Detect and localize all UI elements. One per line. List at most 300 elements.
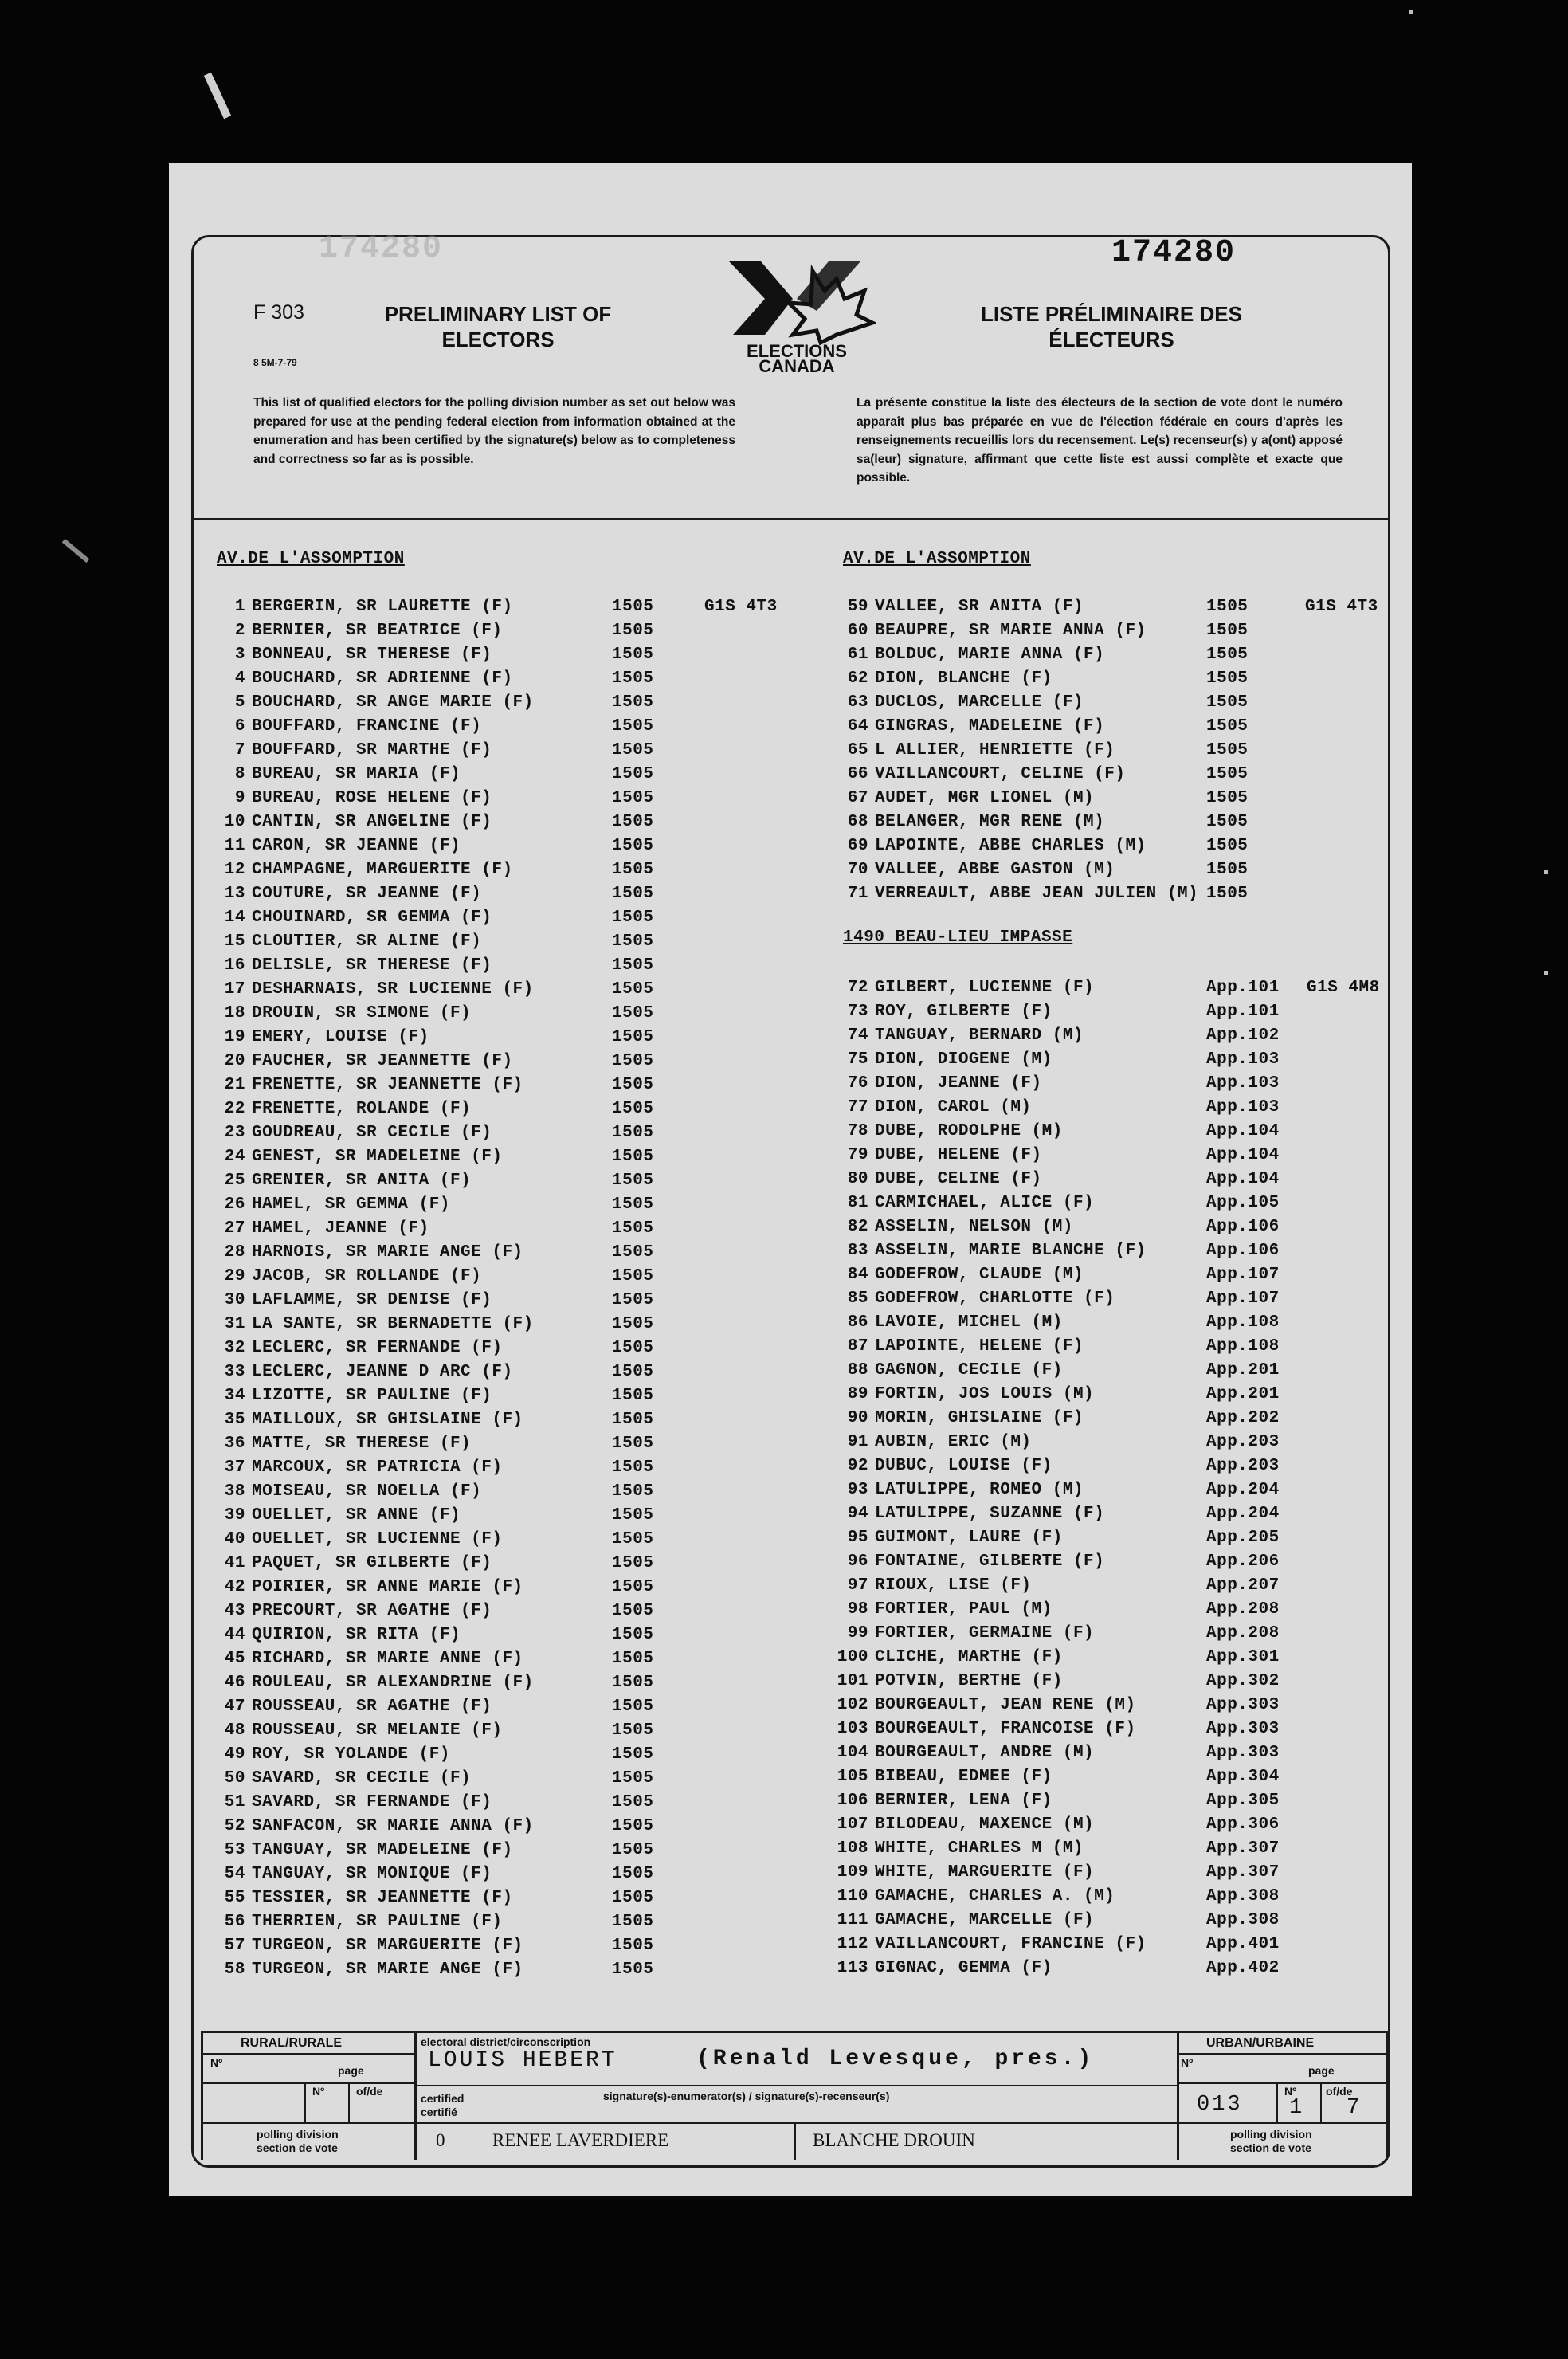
elector-address: 1505 bbox=[612, 1172, 654, 1190]
elector-address: 1505 bbox=[612, 1745, 654, 1764]
elector-name: AUBIN, ERIC (M) bbox=[875, 1433, 1032, 1451]
elector-name: BOUCHARD, SR ADRIENNE (F) bbox=[252, 669, 513, 688]
elector-name: OUELLET, SR ANNE (F) bbox=[252, 1506, 461, 1525]
elector-number: 113 bbox=[837, 1959, 868, 1977]
elector-name: FORTIER, GERMAINE (F) bbox=[875, 1624, 1095, 1643]
elector-number: 2 bbox=[234, 622, 245, 640]
elector-address: 1505 bbox=[612, 1267, 654, 1285]
footer-right-rule bbox=[1386, 2031, 1388, 2160]
elector-address: App.302 bbox=[1206, 1672, 1280, 1690]
footer-divider bbox=[1177, 2031, 1179, 2160]
elector-number: 98 bbox=[847, 1600, 868, 1619]
elector-number: 10 bbox=[224, 813, 245, 831]
elector-name: MOISEAU, SR NOELLA (F) bbox=[252, 1482, 482, 1501]
footer-rule bbox=[414, 2085, 1177, 2086]
elector-name: GUIMONT, LAURE (F) bbox=[875, 1529, 1063, 1547]
elector-name: FRENETTE, ROLANDE (F) bbox=[252, 1100, 472, 1118]
elector-number: 40 bbox=[224, 1530, 245, 1548]
elector-number: 71 bbox=[847, 885, 868, 903]
signature-enumerator-2: BLANCHE DROUIN bbox=[813, 2130, 975, 2150]
elector-name: DUBUC, LOUISE (F) bbox=[875, 1457, 1053, 1475]
urban-page-no-label: Nº bbox=[1284, 2085, 1297, 2098]
elector-number: 19 bbox=[224, 1028, 245, 1046]
elector-name: LAPOINTE, HELENE (F) bbox=[875, 1337, 1084, 1356]
elector-address: App.305 bbox=[1206, 1792, 1280, 1810]
elector-address: 1505 bbox=[612, 1148, 654, 1166]
elector-address: App.307 bbox=[1206, 1863, 1280, 1882]
elector-number: 47 bbox=[224, 1698, 245, 1716]
elector-name: CLICHE, MARTHE (F) bbox=[875, 1648, 1063, 1666]
elector-number: 51 bbox=[224, 1793, 245, 1811]
district-label: electoral district/circonscription bbox=[421, 2035, 591, 2048]
elector-number: 102 bbox=[837, 1696, 868, 1714]
elector-number: 101 bbox=[837, 1672, 868, 1690]
title-english: PRELIMINARY LIST OF ELECTORS bbox=[384, 302, 612, 351]
stamp-bleed: 174280 bbox=[319, 231, 444, 267]
elector-name: BEAUPRE, SR MARIE ANNA (F) bbox=[875, 622, 1147, 640]
elector-number: 38 bbox=[224, 1482, 245, 1501]
elector-name: FONTAINE, GILBERTE (F) bbox=[875, 1552, 1105, 1571]
elector-name: DUBE, CELINE (F) bbox=[875, 1170, 1042, 1188]
elector-address: App.108 bbox=[1206, 1337, 1280, 1356]
elector-number: 75 bbox=[847, 1050, 868, 1069]
elector-name: RICHARD, SR MARIE ANNE (F) bbox=[252, 1650, 523, 1668]
elector-address: 1505 bbox=[612, 1889, 654, 1907]
elector-address: App.304 bbox=[1206, 1768, 1280, 1786]
elector-name: POIRIER, SR ANNE MARIE (F) bbox=[252, 1578, 523, 1596]
elector-name: DUBE, RODOLPHE (M) bbox=[875, 1122, 1063, 1140]
elector-address: App.203 bbox=[1206, 1457, 1280, 1475]
elector-name: GIGNAC, GEMMA (F) bbox=[875, 1959, 1053, 1977]
elector-number: 59 bbox=[847, 598, 868, 616]
elector-number: 68 bbox=[847, 813, 868, 831]
footer-rule bbox=[1177, 2053, 1388, 2055]
elector-name: MARCOUX, SR PATRICIA (F) bbox=[252, 1458, 503, 1477]
elector-number: 80 bbox=[847, 1170, 868, 1188]
elector-address: App.105 bbox=[1206, 1194, 1280, 1212]
elector-name: GENEST, SR MADELEINE (F) bbox=[252, 1148, 503, 1166]
elector-address: App.104 bbox=[1206, 1170, 1280, 1188]
elector-number: 62 bbox=[847, 669, 868, 688]
intro-french: La présente constitue la liste des électeurs de la section de vote dont le numéro apparaît plus bas préparée en vue de l'élection fédérale en cours d'après les renseignements recueillis lors du recensement. Le(s) recenseur(s) y a(ont) apposé sa(leur) signature, affirmant que cette liste est aussi complète et exacte que possible. bbox=[857, 396, 1343, 485]
elector-number: 41 bbox=[224, 1554, 245, 1572]
elector-number: 103 bbox=[837, 1720, 868, 1738]
elector-address: App.203 bbox=[1206, 1433, 1280, 1451]
elector-number: 96 bbox=[847, 1552, 868, 1571]
elector-address: 1505 bbox=[612, 669, 654, 688]
elector-number: 79 bbox=[847, 1146, 868, 1164]
elector-address: App.101 bbox=[1206, 979, 1280, 997]
elector-name: BOUFFARD, FRANCINE (F) bbox=[252, 717, 482, 736]
elector-name: BILODEAU, MAXENCE (M) bbox=[875, 1815, 1095, 1834]
elector-name: TESSIER, SR JEANNETTE (F) bbox=[252, 1889, 513, 1907]
elector-number: 34 bbox=[224, 1387, 245, 1405]
elector-number: 105 bbox=[837, 1768, 868, 1786]
elector-number: 16 bbox=[224, 956, 245, 975]
elector-address: 1505 bbox=[612, 1339, 654, 1357]
elector-address: 1505 bbox=[612, 1937, 654, 1955]
elector-address: 1505 bbox=[612, 1124, 654, 1142]
postal-code-left: G1S 4T3 bbox=[704, 598, 778, 616]
elector-number: 67 bbox=[847, 789, 868, 807]
footer-rule bbox=[794, 2122, 796, 2160]
elector-address: 1505 bbox=[612, 622, 654, 640]
elector-name: BERNIER, SR BEATRICE (F) bbox=[252, 622, 503, 640]
elector-address: App.208 bbox=[1206, 1600, 1280, 1619]
elector-number: 9 bbox=[234, 789, 245, 807]
elector-address: App.205 bbox=[1206, 1529, 1280, 1547]
postal-code-right-1: G1S 4T3 bbox=[1305, 598, 1378, 616]
elector-address: 1505 bbox=[612, 717, 654, 736]
street-heading-right-1: AV.DE L'ASSOMPTION bbox=[843, 550, 1031, 568]
elector-number: 26 bbox=[224, 1195, 245, 1214]
elector-name: GODEFROW, CHARLOTTE (F) bbox=[875, 1289, 1115, 1308]
elector-name: OUELLET, SR LUCIENNE (F) bbox=[252, 1530, 503, 1548]
elector-number: 25 bbox=[224, 1172, 245, 1190]
elector-address: App.201 bbox=[1206, 1385, 1280, 1403]
elector-number: 48 bbox=[224, 1721, 245, 1740]
footer-rule bbox=[201, 2122, 414, 2124]
elector-name: PRECOURT, SR AGATHE (F) bbox=[252, 1602, 492, 1620]
district-note: (Renald Levesque, pres.) bbox=[696, 2047, 1095, 2071]
elector-address: 1505 bbox=[612, 1195, 654, 1214]
elector-address: 1505 bbox=[612, 1435, 654, 1453]
elector-number: 112 bbox=[837, 1935, 868, 1953]
elector-address: App.106 bbox=[1206, 1242, 1280, 1260]
elector-name: RIOUX, LISE (F) bbox=[875, 1576, 1032, 1595]
elector-name: ASSELIN, NELSON (M) bbox=[875, 1218, 1073, 1236]
polling-label-en: polling division bbox=[257, 2128, 339, 2141]
form-date: 8 5M-7-79 bbox=[253, 357, 297, 368]
elector-address: 1505 bbox=[612, 1004, 654, 1022]
elector-number: 35 bbox=[224, 1411, 245, 1429]
elector-name: JACOB, SR ROLLANDE (F) bbox=[252, 1267, 482, 1285]
elector-address: 1505 bbox=[612, 956, 654, 975]
elector-address: 1505 bbox=[612, 1291, 654, 1309]
elector-address: 1505 bbox=[612, 765, 654, 783]
elector-name: LECLERC, SR FERNANDE (F) bbox=[252, 1339, 503, 1357]
elector-name: GOUDREAU, SR CECILE (F) bbox=[252, 1124, 492, 1142]
signature-label: signature(s)-enumerator(s) / signature(s)-recenseur(s) bbox=[603, 2090, 890, 2102]
elector-address: 1505 bbox=[612, 1100, 654, 1118]
street-heading-left: AV.DE L'ASSOMPTION bbox=[217, 550, 405, 568]
elector-number: 84 bbox=[847, 1266, 868, 1284]
elector-name: QUIRION, SR RITA (F) bbox=[252, 1626, 461, 1644]
elector-name: DION, BLANCHE (F) bbox=[875, 669, 1053, 688]
elector-address: 1505 bbox=[612, 1315, 654, 1333]
elector-name: LAPOINTE, ABBE CHARLES (M) bbox=[875, 837, 1147, 855]
footer-rule bbox=[348, 2082, 350, 2122]
urban-number: 013 bbox=[1197, 2093, 1243, 2117]
elector-name: FRENETTE, SR JEANNETTE (F) bbox=[252, 1076, 523, 1094]
elector-number: 72 bbox=[847, 979, 868, 997]
elector-number: 86 bbox=[847, 1313, 868, 1332]
elector-name: BELANGER, MGR RENE (M) bbox=[875, 813, 1105, 831]
elector-number: 94 bbox=[847, 1505, 868, 1523]
elector-address: App.101 bbox=[1206, 1003, 1280, 1021]
elector-number: 45 bbox=[224, 1650, 245, 1668]
elector-name: LAFLAMME, SR DENISE (F) bbox=[252, 1291, 492, 1309]
elector-name: BOUFFARD, SR MARTHE (F) bbox=[252, 741, 492, 760]
elector-address: 1505 bbox=[612, 646, 654, 664]
elector-number: 109 bbox=[837, 1863, 868, 1882]
elector-number: 15 bbox=[224, 932, 245, 951]
elector-address: App.103 bbox=[1206, 1098, 1280, 1117]
elector-name: GINGRAS, MADELEINE (F) bbox=[875, 717, 1105, 736]
district-value: LOUIS HEBERT bbox=[428, 2048, 617, 2073]
rural-label: RURAL/RURALE bbox=[241, 2036, 343, 2050]
elector-address: 1505 bbox=[1206, 813, 1249, 831]
elector-address: 1505 bbox=[612, 1554, 654, 1572]
elector-name: TURGEON, SR MARIE ANGE (F) bbox=[252, 1961, 523, 1979]
elector-address: 1505 bbox=[612, 1626, 654, 1644]
elector-address: App.307 bbox=[1206, 1839, 1280, 1858]
urban-of-label: of/de bbox=[1326, 2085, 1353, 2098]
elector-name: MATTE, SR THERESE (F) bbox=[252, 1435, 472, 1453]
header-divider bbox=[193, 518, 1390, 520]
elector-address: 1505 bbox=[1206, 646, 1249, 664]
elector-name: ROUSSEAU, SR AGATHE (F) bbox=[252, 1698, 492, 1716]
film-speck bbox=[1544, 971, 1548, 975]
elector-name: BOUCHARD, SR ANGE MARIE (F) bbox=[252, 693, 534, 712]
elector-address: 1505 bbox=[1206, 837, 1249, 855]
logo-line-canada: CANADA bbox=[759, 356, 835, 375]
footer-rule bbox=[201, 2053, 414, 2055]
elector-number: 91 bbox=[847, 1433, 868, 1451]
serial-number: 174280 bbox=[1111, 235, 1237, 271]
elector-number: 12 bbox=[224, 861, 245, 879]
elector-number: 4 bbox=[234, 669, 245, 688]
elector-address: 1505 bbox=[612, 1482, 654, 1501]
elector-number: 1 bbox=[234, 598, 245, 616]
rural-of-label: of/de bbox=[356, 2085, 383, 2098]
elector-name: POTVIN, BERTHE (F) bbox=[875, 1672, 1063, 1690]
elector-name: L ALLIER, HENRIETTE (F) bbox=[875, 741, 1115, 760]
elector-number: 106 bbox=[837, 1792, 868, 1810]
elector-number: 46 bbox=[224, 1674, 245, 1692]
elector-name: DELISLE, SR THERESE (F) bbox=[252, 956, 492, 975]
elector-number: 56 bbox=[224, 1913, 245, 1931]
elector-name: LATULIPPE, SUZANNE (F) bbox=[875, 1505, 1105, 1523]
elector-address: App.308 bbox=[1206, 1887, 1280, 1906]
elector-address: App.103 bbox=[1206, 1050, 1280, 1069]
elector-name: CANTIN, SR ANGELINE (F) bbox=[252, 813, 492, 831]
elector-name: VALLEE, SR ANITA (F) bbox=[875, 598, 1084, 616]
elector-name: ROUSSEAU, SR MELANIE (F) bbox=[252, 1721, 503, 1740]
elector-name: DROUIN, SR SIMONE (F) bbox=[252, 1004, 472, 1022]
elector-name: ROY, GILBERTE (F) bbox=[875, 1003, 1053, 1021]
elector-address: 1505 bbox=[612, 1650, 654, 1668]
elector-number: 23 bbox=[224, 1124, 245, 1142]
elector-address: 1505 bbox=[612, 1602, 654, 1620]
elector-number: 36 bbox=[224, 1435, 245, 1453]
elector-name: LAVOIE, MICHEL (M) bbox=[875, 1313, 1063, 1332]
elector-address: 1505 bbox=[612, 693, 654, 712]
elector-number: 111 bbox=[837, 1911, 868, 1929]
elector-name: SAVARD, SR CECILE (F) bbox=[252, 1769, 472, 1788]
elector-number: 7 bbox=[234, 741, 245, 760]
elector-name: VERREAULT, ABBE JEAN JULIEN (M) bbox=[875, 885, 1199, 903]
elector-number: 22 bbox=[224, 1100, 245, 1118]
elector-name: BOLDUC, MARIE ANNA (F) bbox=[875, 646, 1105, 664]
elector-number: 3 bbox=[234, 646, 245, 664]
elector-number: 13 bbox=[224, 885, 245, 903]
footer-rule bbox=[1177, 2122, 1388, 2124]
elector-address: 1505 bbox=[612, 1076, 654, 1094]
elector-name: WHITE, CHARLES M (M) bbox=[875, 1839, 1084, 1858]
title-french: LISTE PRÉLIMINAIRE DES ÉLECTEURS bbox=[981, 302, 1242, 351]
elector-number: 58 bbox=[224, 1961, 245, 1979]
elector-address: App.303 bbox=[1206, 1696, 1280, 1714]
elector-number: 55 bbox=[224, 1889, 245, 1907]
elector-number: 64 bbox=[847, 717, 868, 736]
elector-number: 14 bbox=[224, 909, 245, 927]
elector-address: 1505 bbox=[1206, 669, 1249, 688]
elector-name: DESHARNAIS, SR LUCIENNE (F) bbox=[252, 980, 534, 999]
elector-address: 1505 bbox=[612, 1913, 654, 1931]
elector-number: 52 bbox=[224, 1817, 245, 1835]
urban-no-label: Nº bbox=[1181, 2056, 1194, 2069]
street-heading-right-2: 1490 BEAU-LIEU IMPASSE bbox=[843, 928, 1073, 947]
elector-name: AUDET, MGR LIONEL (M) bbox=[875, 789, 1095, 807]
urban-page-label: page bbox=[1308, 2064, 1335, 2077]
elector-name: CHAMPAGNE, MARGUERITE (F) bbox=[252, 861, 513, 879]
elector-address: 1505 bbox=[612, 1674, 654, 1692]
form-number: F 303 bbox=[253, 301, 304, 324]
elector-number: 77 bbox=[847, 1098, 868, 1117]
elector-number: 17 bbox=[224, 980, 245, 999]
elector-name: GRENIER, SR ANITA (F) bbox=[252, 1172, 472, 1190]
elector-number: 21 bbox=[224, 1076, 245, 1094]
elector-address: App.402 bbox=[1206, 1959, 1280, 1977]
elector-address: App.104 bbox=[1206, 1146, 1280, 1164]
elector-address: 1505 bbox=[1206, 789, 1249, 807]
film-scratch-mark bbox=[62, 539, 89, 563]
elector-name: BERGERIN, SR LAURETTE (F) bbox=[252, 598, 513, 616]
postal-code-right-2: G1S 4M8 bbox=[1307, 979, 1380, 997]
page-number: 1 bbox=[1289, 2096, 1303, 2120]
elector-name: ASSELIN, MARIE BLANCHE (F) bbox=[875, 1242, 1147, 1260]
elector-name: COUTURE, SR JEANNE (F) bbox=[252, 885, 482, 903]
elector-number: 90 bbox=[847, 1409, 868, 1427]
elector-name: SAVARD, SR FERNANDE (F) bbox=[252, 1793, 492, 1811]
elector-number: 39 bbox=[224, 1506, 245, 1525]
page-total: 7 bbox=[1347, 2096, 1360, 2120]
elector-name: ROULEAU, SR ALEXANDRINE (F) bbox=[252, 1674, 534, 1692]
elector-number: 63 bbox=[847, 693, 868, 712]
film-scratch-mark bbox=[204, 73, 231, 120]
elector-address: 1505 bbox=[612, 1578, 654, 1596]
elector-address: App.308 bbox=[1206, 1911, 1280, 1929]
elector-name: TANGUAY, SR MADELEINE (F) bbox=[252, 1841, 513, 1859]
elector-name: VAILLANCOURT, FRANCINE (F) bbox=[875, 1935, 1147, 1953]
elector-name: FORTIN, JOS LOUIS (M) bbox=[875, 1385, 1095, 1403]
elector-address: App.108 bbox=[1206, 1313, 1280, 1332]
elector-number: 28 bbox=[224, 1243, 245, 1262]
elector-address: 1505 bbox=[612, 813, 654, 831]
elector-number: 53 bbox=[224, 1841, 245, 1859]
elector-name: VAILLANCOURT, CELINE (F) bbox=[875, 765, 1126, 783]
elector-name: HAMEL, SR GEMMA (F) bbox=[252, 1195, 450, 1214]
elector-address: 1505 bbox=[1206, 885, 1249, 903]
elector-number: 89 bbox=[847, 1385, 868, 1403]
elector-address: 1505 bbox=[612, 1363, 654, 1381]
elector-number: 88 bbox=[847, 1361, 868, 1380]
certified-label-en: certified bbox=[421, 2092, 465, 2105]
rural-page-no-label: Nº bbox=[312, 2085, 325, 2098]
elector-address: App.103 bbox=[1206, 1074, 1280, 1093]
elector-number: 66 bbox=[847, 765, 868, 783]
polling-label-fr: section de vote bbox=[257, 2141, 338, 2154]
elector-number: 29 bbox=[224, 1267, 245, 1285]
elector-address: 1505 bbox=[612, 1841, 654, 1859]
elector-address: 1505 bbox=[612, 909, 654, 927]
elector-address: 1505 bbox=[612, 1865, 654, 1883]
elector-number: 61 bbox=[847, 646, 868, 664]
elector-address: 1505 bbox=[612, 1387, 654, 1405]
elector-address: App.306 bbox=[1206, 1815, 1280, 1834]
elector-address: 1505 bbox=[612, 1721, 654, 1740]
footer-rule bbox=[201, 2082, 414, 2084]
elector-number: 57 bbox=[224, 1937, 245, 1955]
elector-address: 1505 bbox=[612, 789, 654, 807]
elector-number: 93 bbox=[847, 1481, 868, 1499]
elector-number: 92 bbox=[847, 1457, 868, 1475]
elector-number: 8 bbox=[234, 765, 245, 783]
elector-address: 1505 bbox=[1206, 861, 1249, 879]
elector-name: VALLEE, ABBE GASTON (M) bbox=[875, 861, 1115, 879]
elector-address: 1505 bbox=[1206, 717, 1249, 736]
elector-name: BOURGEAULT, FRANCOISE (F) bbox=[875, 1720, 1136, 1738]
elector-number: 110 bbox=[837, 1887, 868, 1906]
elector-name: FORTIER, PAUL (M) bbox=[875, 1600, 1053, 1619]
elector-name: HAMEL, JEANNE (F) bbox=[252, 1219, 429, 1238]
elector-address: 1505 bbox=[612, 1530, 654, 1548]
elector-name: CLOUTIER, SR ALINE (F) bbox=[252, 932, 482, 951]
rural-page-label: page bbox=[338, 2064, 364, 2077]
elector-address: App.201 bbox=[1206, 1361, 1280, 1380]
elector-name: LA SANTE, SR BERNADETTE (F) bbox=[252, 1315, 534, 1333]
elector-number: 70 bbox=[847, 861, 868, 879]
elector-address: 1505 bbox=[612, 598, 654, 616]
elector-name: DION, JEANNE (F) bbox=[875, 1074, 1042, 1093]
elector-number: 99 bbox=[847, 1624, 868, 1643]
elector-name: CHOUINARD, SR GEMMA (F) bbox=[252, 909, 492, 927]
elector-address: App.303 bbox=[1206, 1744, 1280, 1762]
urban-polling-label-fr: section de vote bbox=[1230, 2141, 1311, 2154]
elector-address: 1505 bbox=[612, 1411, 654, 1429]
elector-number: 42 bbox=[224, 1578, 245, 1596]
footer-rule bbox=[1276, 2082, 1278, 2122]
elector-number: 5 bbox=[234, 693, 245, 712]
elector-name: LECLERC, JEANNE D ARC (F) bbox=[252, 1363, 513, 1381]
elector-address: 1505 bbox=[612, 837, 654, 855]
elector-number: 85 bbox=[847, 1289, 868, 1308]
elector-address: 1505 bbox=[612, 1769, 654, 1788]
elector-address: 1505 bbox=[1206, 741, 1249, 760]
footer-rule bbox=[1177, 2082, 1388, 2084]
film-speck bbox=[1409, 10, 1413, 14]
elector-address: App.104 bbox=[1206, 1122, 1280, 1140]
footer-rule bbox=[304, 2082, 306, 2122]
elector-name: BUREAU, ROSE HELENE (F) bbox=[252, 789, 492, 807]
elector-name: TANGUAY, SR MONIQUE (F) bbox=[252, 1865, 492, 1883]
elector-name: PAQUET, SR GILBERTE (F) bbox=[252, 1554, 492, 1572]
elector-address: App.401 bbox=[1206, 1935, 1280, 1953]
elector-name: HARNOIS, SR MARIE ANGE (F) bbox=[252, 1243, 523, 1262]
elector-number: 100 bbox=[837, 1648, 868, 1666]
elector-number: 78 bbox=[847, 1122, 868, 1140]
